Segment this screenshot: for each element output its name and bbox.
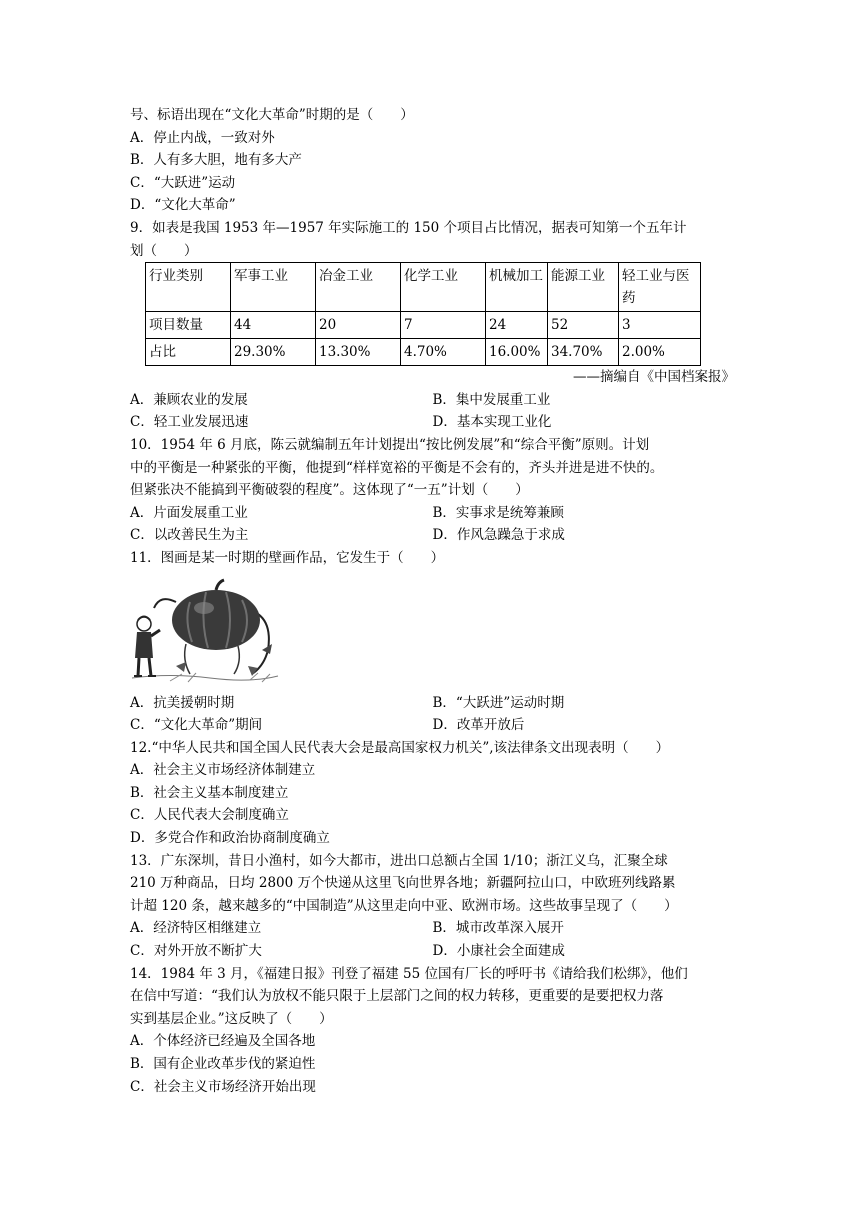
q12-option-c: C．人民代表大会制度确立 xyxy=(130,807,289,824)
q9-source: ——摘编自《中国档案报》 xyxy=(573,369,735,386)
q9-option-b: B．集中发展重工业 xyxy=(432,391,551,408)
table-cell: 16.00% xyxy=(486,339,548,366)
q13-options-row-1 xyxy=(130,917,735,940)
q13-stem-line1: 13．广东深圳，昔日小渔村，如今大都市，进出口总额占全国 1/10；浙江义乌，汇聚全球 xyxy=(130,852,668,869)
q13-stem-line3: 计超 120 条，越来越多的“中国制造”从这里走向中亚、欧洲市场。这些故事呈现了（ ） xyxy=(130,897,678,914)
q11-options-row-1 xyxy=(130,692,735,715)
table-cell: 34.70% xyxy=(548,339,619,366)
q11-option-a: A．抗美援朝时期 xyxy=(130,694,235,711)
table-cell: 24 xyxy=(486,312,548,339)
table-cell: 占比 xyxy=(146,339,231,366)
q9-options-row-2 xyxy=(130,411,735,434)
table-row xyxy=(146,339,701,366)
q13-option-a: A．经济特区相继建立 xyxy=(130,920,262,937)
q9-stem-line2: 划（ ） xyxy=(130,242,198,259)
q10-option-d: D．作风急躁急于求成 xyxy=(432,527,565,544)
q11-stem: 11．图画是某一时期的壁画作品，它发生于（ ） xyxy=(130,549,445,566)
q9-option-a: A．兼顾农业的发展 xyxy=(130,391,248,408)
q11-option-b: B．“大跃进”运动时期 xyxy=(432,694,565,711)
q12-option-b: B．社会主义基本制度建立 xyxy=(130,784,289,801)
mural-illustration xyxy=(130,574,735,686)
q14-option-a: A．个体经济已经遍及全国各地 xyxy=(130,1033,316,1050)
q10-options-row-1 xyxy=(130,502,735,525)
q11-option-c: C．“文化大革命”期间 xyxy=(130,717,263,734)
pumpkin-mural-image xyxy=(130,574,280,686)
q13-stem-line2: 210 万种商品，日均 2800 万个快递从这里飞向世界各地；新疆阿拉山口，中欧班列线路累 xyxy=(130,875,676,892)
q13-option-c: C．对外开放不断扩大 xyxy=(130,943,262,960)
q13-option-d: D．小康社会全面建成 xyxy=(432,943,565,960)
q10-stem-line1: 10．1954 年 6 月底，陈云就编制五年计划提出“按比例发展”和“综合平衡”原则。计划 xyxy=(130,436,650,453)
q8-option-b: B．人有多大胆，地有多大产 xyxy=(130,152,302,169)
q14-stem-line3: 实到基层企业。”这反映了（ ） xyxy=(130,1010,333,1027)
table-row xyxy=(146,312,701,339)
table-cell: 7 xyxy=(401,312,486,339)
q8-option-d: D．“文化大革命” xyxy=(130,197,236,214)
q12-option-a: A．社会主义市场经济体制建立 xyxy=(130,762,316,779)
q14-option-c: C．社会主义市场经济开始出现 xyxy=(130,1078,316,1095)
q14-stem-line2: 在信中写道：“我们认为放权不能只限于上层部门之间的权力转移，更重要的是要把权力落 xyxy=(130,988,664,1005)
q8-option-a: A．停止内战，一致对外 xyxy=(130,129,275,146)
table-header-cell: 轻工业与医药 xyxy=(619,263,701,312)
q10-option-b: B．实事求是统筹兼顾 xyxy=(432,504,564,521)
q9-option-d: D．基本实现工业化 xyxy=(432,414,552,431)
table-cell: 20 xyxy=(316,312,401,339)
q12-stem: 12.“中华人民共和国全国人民代表大会是最高国家权力机关”,该法律条文出现表明（ ） xyxy=(130,739,670,756)
table-cell: 4.70% xyxy=(401,339,486,366)
table-header-cell: 冶金工业 xyxy=(316,263,401,312)
q14-option-b: B．国有企业改革步伐的紧迫性 xyxy=(130,1056,316,1072)
table-cell: 52 xyxy=(548,312,619,339)
table-header-cell: 军事工业 xyxy=(231,263,316,312)
q10-option-c: C．以改善民生为主 xyxy=(130,527,249,544)
q9-data-table xyxy=(145,262,701,366)
q10-option-a: A．片面发展重工业 xyxy=(130,504,248,521)
table-cell: 44 xyxy=(231,312,316,339)
table-cell: 项目数量 xyxy=(146,312,231,339)
q12-option-d: D．多党合作和政治协商制度确立 xyxy=(130,830,330,847)
q8-stem: 号、标语出现在“文化大革命”时期的是（ ） xyxy=(130,107,414,123)
table-cell: 3 xyxy=(619,312,701,339)
exam-page xyxy=(130,104,735,1098)
q8-option-c: C．“大跃进”运动 xyxy=(130,174,236,191)
table-cell: 13.30% xyxy=(316,339,401,366)
q11-options-row-2 xyxy=(130,714,735,737)
q9-stem-line1: 9．如表是我国 1953 年—1957 年实际施工的 150 个项目占比情况，据表可知第一个五年计 xyxy=(130,219,687,236)
table-header-row xyxy=(146,263,701,312)
table-header-cell: 化学工业 xyxy=(401,263,486,312)
table-header-cell: 机械加工 xyxy=(486,263,548,312)
q13-options-row-2 xyxy=(130,940,735,963)
q10-stem-line2: 中的平衡是一种紧张的平衡，他提到“样样宽裕的平衡是不会有的，齐头并进是进不快的。 xyxy=(130,459,664,476)
table-cell: 2.00% xyxy=(619,339,701,366)
q10-options-row-2 xyxy=(130,524,735,547)
q10-stem-line3: 但紧张决不能搞到平衡破裂的程度”。这体现了“一五”计划（ ） xyxy=(130,482,529,499)
q9-option-c: C．轻工业发展迅速 xyxy=(130,414,249,431)
q14-stem-line1: 14．1984 年 3 月，《福建日报》刊登了福建 55 位国有厂长的呼吁书《请给我们松绑》，他们 xyxy=(130,965,688,982)
q11-option-d: D．改革开放后 xyxy=(432,717,525,734)
q9-options-row-1 xyxy=(130,389,735,412)
table-header-cell: 行业类别 xyxy=(146,263,231,312)
table-header-cell: 能源工业 xyxy=(548,263,619,312)
q13-option-b: B．城市改革深入展开 xyxy=(432,920,564,937)
table-cell: 29.30% xyxy=(231,339,316,366)
